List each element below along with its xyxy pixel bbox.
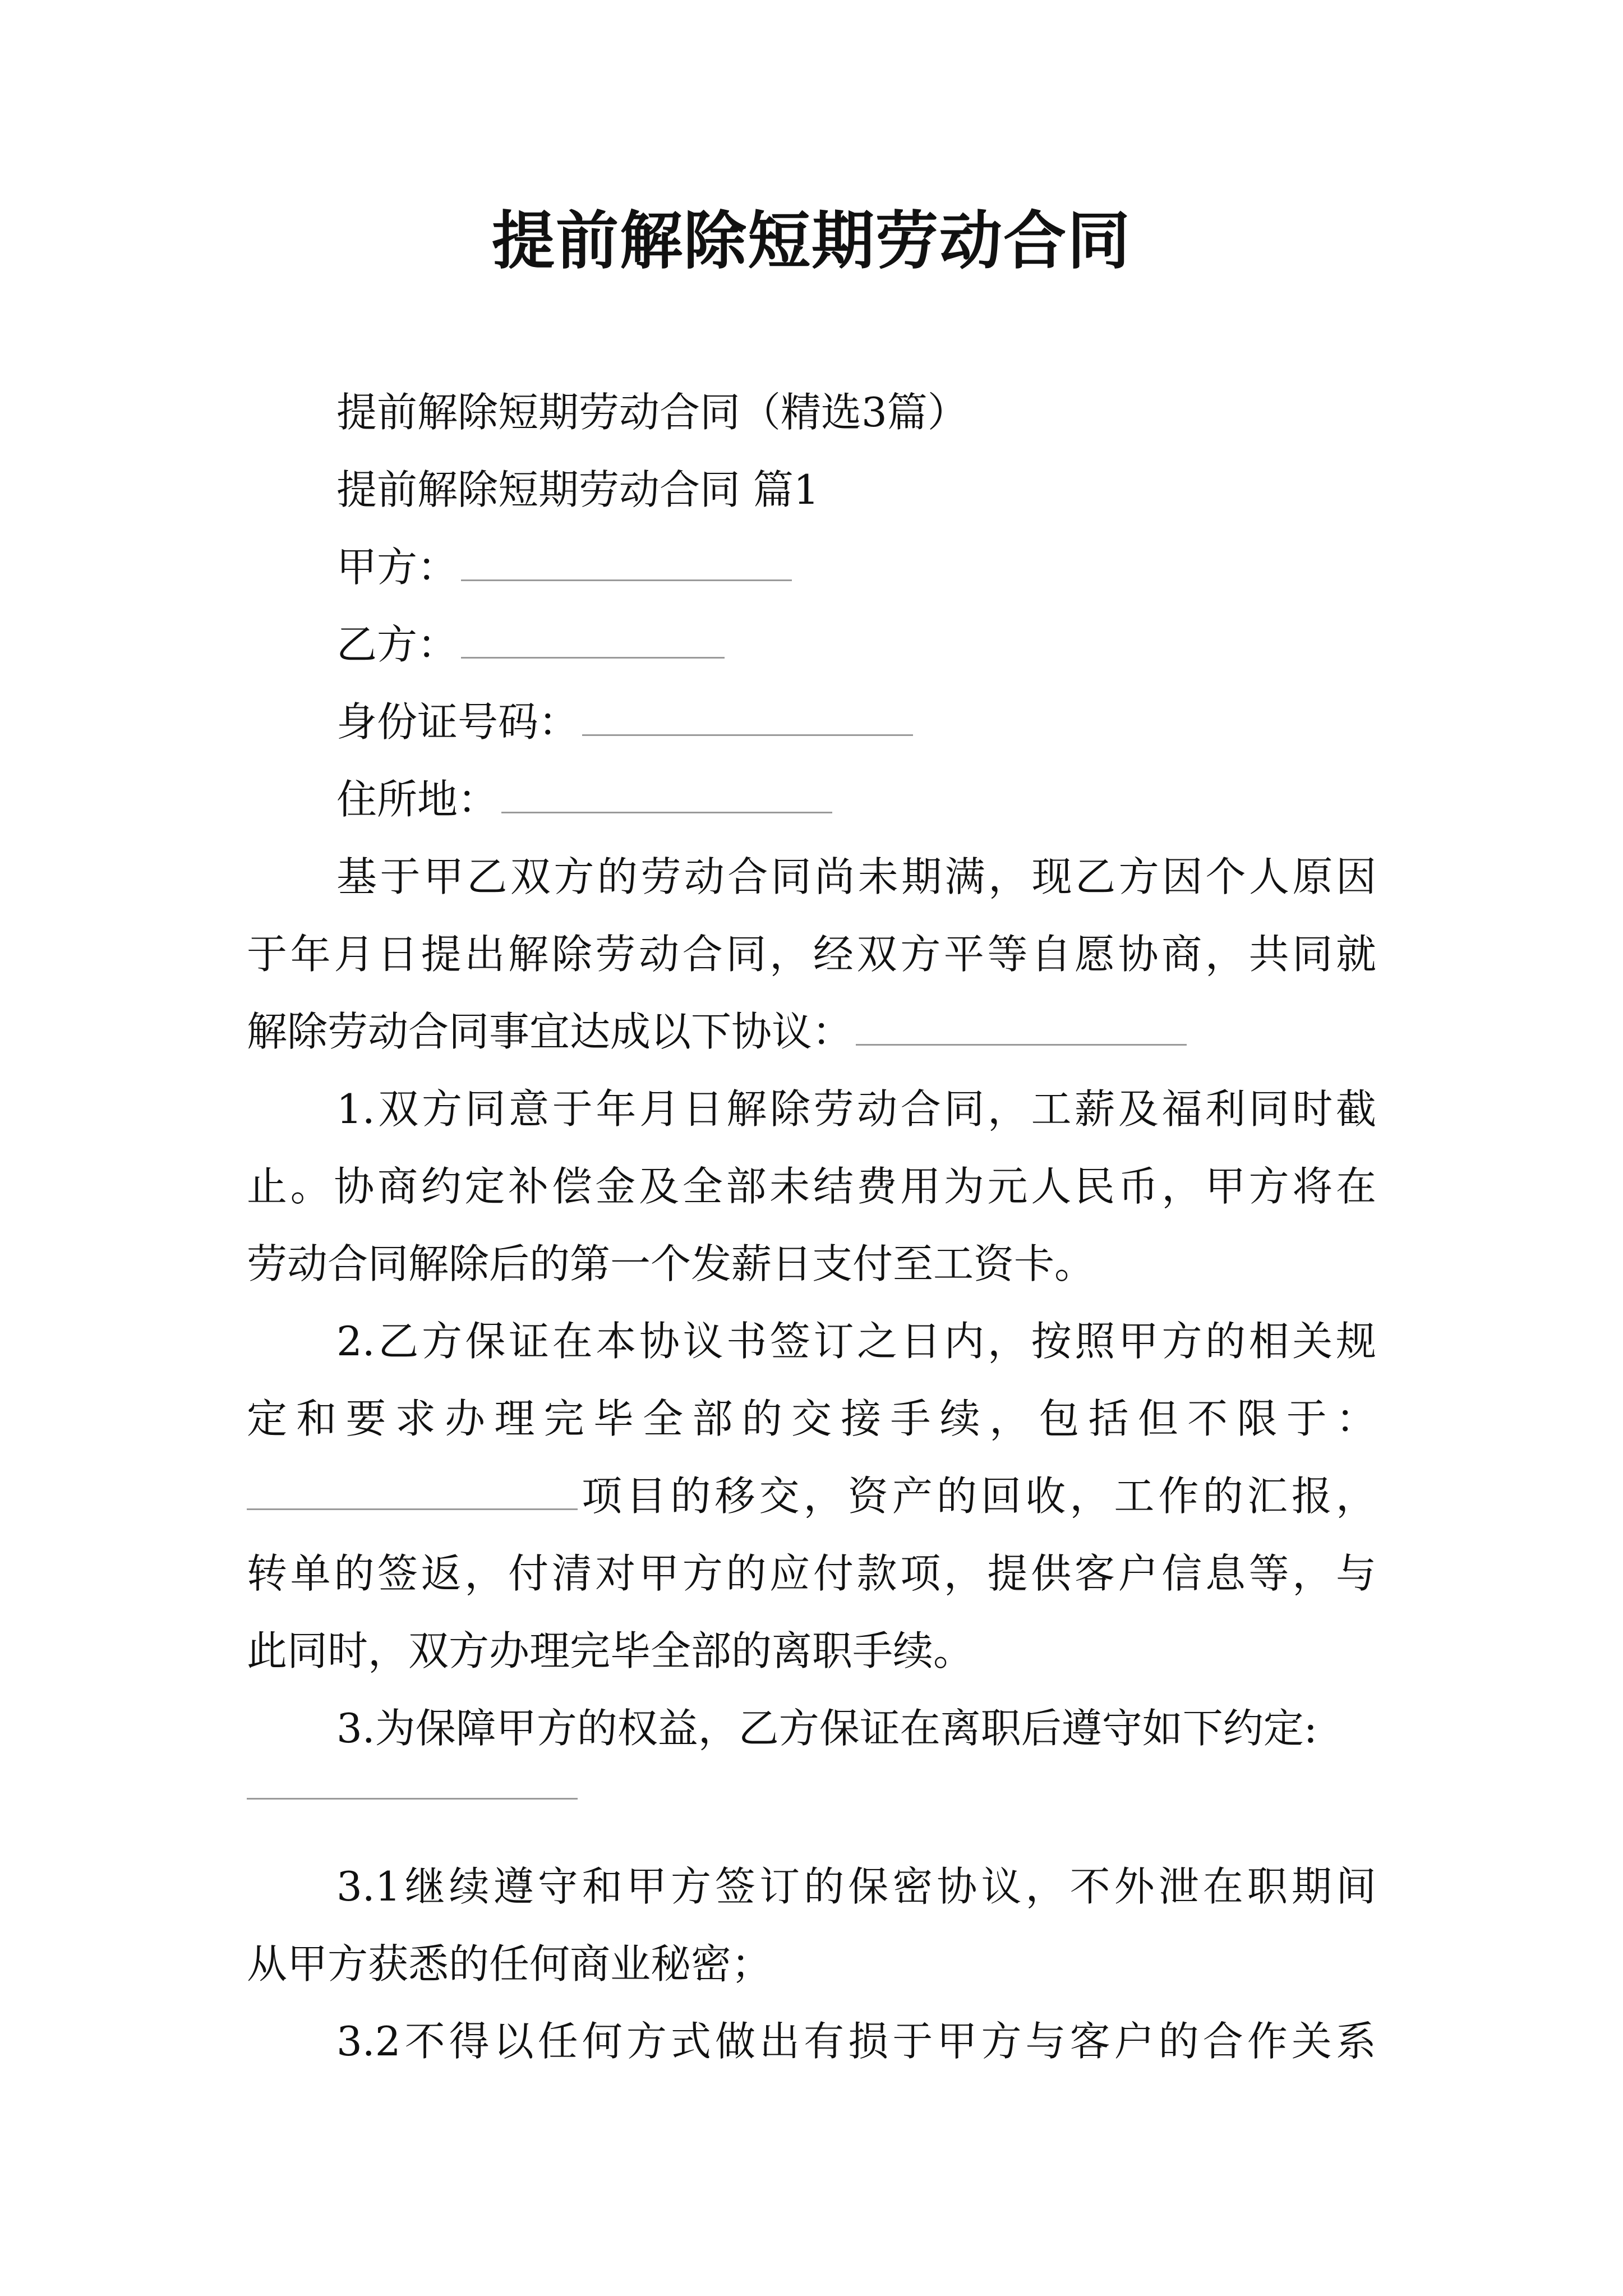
paragraph-line: 此同时，双方办理完毕全部的离职手续。 [247, 1627, 974, 1674]
paragraph-line: 定和要求办理完毕全部的交接手续，包括但不限于： [247, 1395, 1376, 1442]
section-heading: 提前解除短期劳动合同 篇1 [336, 466, 819, 513]
blank-line [582, 704, 913, 736]
field-party-b [336, 619, 1376, 670]
field-label: 甲方： [336, 544, 458, 591]
paragraph-line: 3.为保障甲方的权益，乙方保证在离职后遵守如下约定: [336, 1705, 1317, 1752]
paragraph-line: 3.2不得以任何方式做出有损于甲方与客户的合作关系 [336, 2018, 1376, 2065]
paragraph-line: 2.乙方保证在本协议书签订之日内，按照甲方的相关规 [336, 1318, 1376, 1365]
field-party-a [336, 542, 1376, 592]
blank-line [461, 627, 725, 659]
paragraph-line: 从甲方获悉的任何商业秘密； [247, 1940, 772, 1987]
document-title: 提前解除短期劳动合同 [492, 204, 1131, 278]
blank-line [247, 1798, 578, 1800]
paragraph-text: 项目的移交，资产的回收，工作的汇报， [578, 1473, 1376, 1520]
blank-line [501, 781, 832, 813]
blank-line [856, 1014, 1187, 1046]
blank-line [461, 549, 792, 581]
field-label: 住所地： [336, 776, 499, 823]
field-label: 乙方： [336, 621, 458, 668]
field-label: 身份证号码： [336, 698, 579, 746]
field-id-number [336, 697, 1376, 747]
subtitle: 提前解除短期劳动合同（精选3篇） [336, 389, 968, 436]
paragraph-text: 解除劳动合同事宜达成以下协议： [247, 1008, 853, 1055]
blank-line [247, 1478, 578, 1510]
paragraph-line [247, 1006, 1376, 1057]
paragraph-line: 基于甲乙双方的劳动合同尚未期满，现乙方因个人原因 [336, 853, 1376, 900]
field-address [336, 774, 1376, 825]
paragraph-line [247, 1471, 1376, 1521]
paragraph-line: 3.1继续遵守和甲方签订的保密协议，不外泄在职期间 [336, 1863, 1376, 1910]
paragraph-line: 于年月日提出解除劳动合同，经双方平等自愿协商，共同就 [247, 931, 1376, 978]
paragraph-line: 劳动合同解除后的第一个发薪日支付至工资卡。 [247, 1240, 1095, 1287]
paragraph-line: 止。协商约定补偿金及全部未结费用为元人民币，甲方将在 [247, 1163, 1376, 1210]
paragraph-line: 1.双方同意于年月日解除劳动合同，工薪及福利同时截 [336, 1085, 1376, 1133]
paragraph-line: 转单的签返，付清对甲方的应付款项，提供客户信息等，与 [247, 1550, 1376, 1597]
